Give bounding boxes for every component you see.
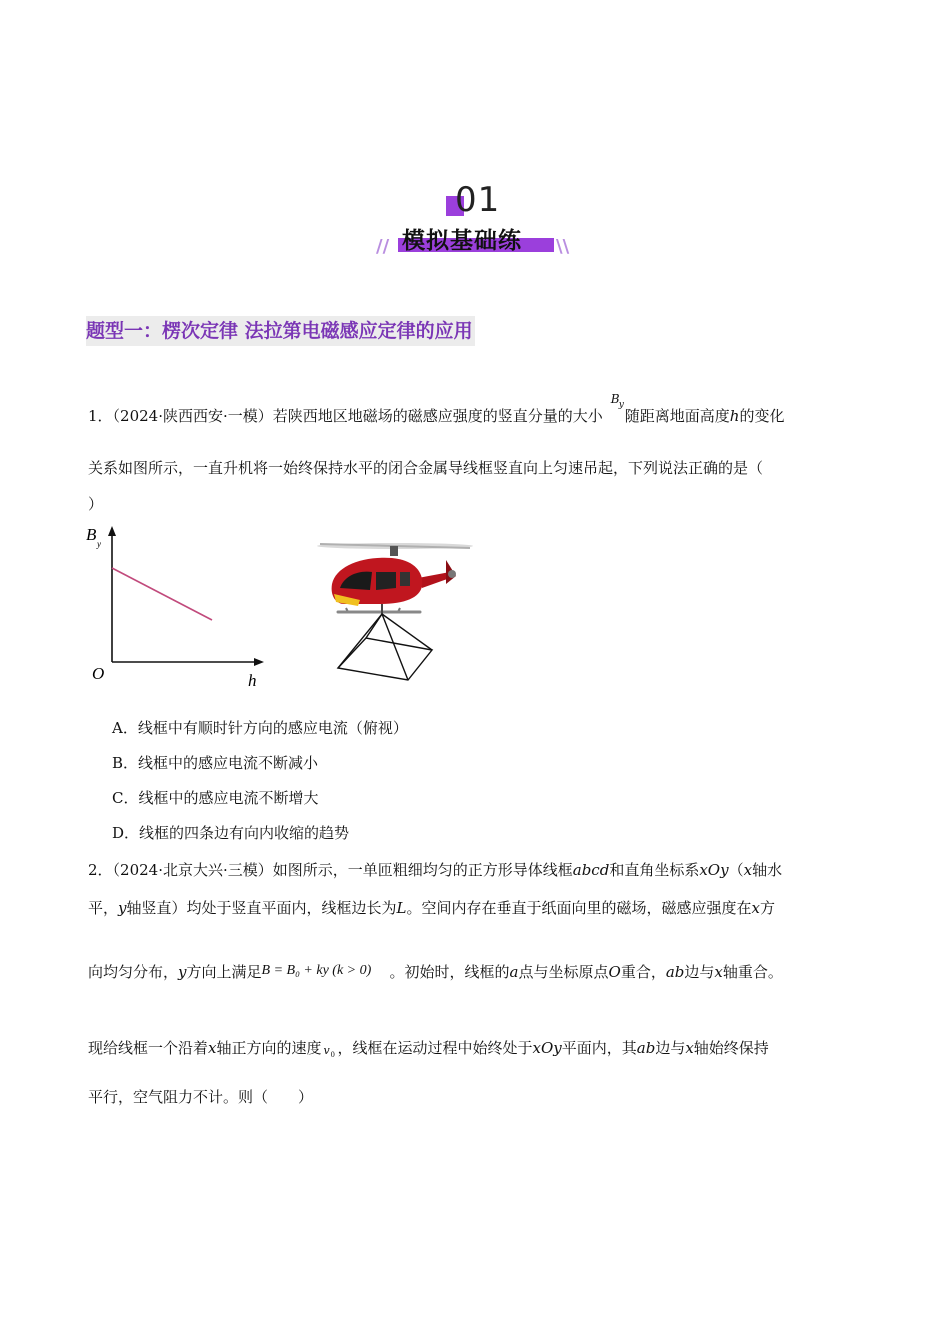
helicopter-illustration [300, 528, 480, 686]
left-decoration: // [376, 236, 390, 257]
option-d[interactable]: D．线框的四条边有向内收缩的趋势 [112, 824, 350, 842]
q1-line1: 1．（2024·陕西西安·一模）若陕西地区地磁场的磁感应强度的竖直分量的大小 B y 随距离地面高度h的变化 [88, 406, 784, 426]
option-c[interactable]: C．线框中的感应电流不断增大 [112, 789, 319, 807]
by-vs-h-graph [84, 520, 274, 690]
pyramid-frame [338, 614, 432, 680]
graph-xlabel: h [248, 671, 257, 690]
q2-line1: 2．（2024·北京大兴·三模）如图所示，一单匝粗细均匀的正方形导体线框abcd和直角坐标系xOy（x轴水 [88, 861, 783, 879]
topic-heading: 题型一：楞次定律 法拉第电磁感应定律的应用 [86, 316, 475, 346]
q1-line3: ） [88, 495, 104, 513]
graph-origin: O [92, 664, 105, 683]
section-number: 01 [455, 180, 501, 220]
graph-ylabel-sub: y [97, 539, 101, 549]
q2-line3: 向均匀分布，y方向上满足 B = B₀ + ky (k > 0) 。初始时，线框的a点与坐标原点O重合，ab边与x轴重合。 [88, 963, 783, 981]
q2-line5: 平行，空气阻力不计。则（ ） [88, 1088, 314, 1106]
q1-line2: 关系如图所示，一直升机将一始终保持水平的闭合金属导线框竖直向上匀速吊起，下列说法正确的是（ [88, 459, 764, 477]
q2-line4: 现给线框一个沿着x轴正方向的速度 v 0 ，线框在运动过程中始终处于xOy平面内，其ab边与x轴始终保持 [88, 1039, 769, 1059]
by-line [112, 568, 212, 620]
v0-symbol: v [323, 1044, 330, 1057]
option-b[interactable]: B．线框中的感应电流不断减小 [112, 754, 319, 772]
right-decoration: \\ [556, 236, 570, 257]
h-symbol: h [729, 407, 740, 425]
by-symbol: B [610, 392, 620, 406]
formula: B = B₀ + ky (k > 0) [261, 963, 372, 978]
section-title: 模拟基础练 [402, 228, 522, 254]
q2-line2: 平，y轴竖直）均处于竖直平面内，线框边长为L。空间内存在垂直于纸面向里的磁场，磁感应强度在x方 [88, 899, 775, 917]
option-a[interactable]: A．线框中有顺时针方向的感应电流（俯视） [112, 719, 408, 737]
y-axis-arrow [108, 526, 116, 536]
x-axis-arrow [254, 658, 264, 666]
graph-ylabel: B [86, 525, 97, 544]
